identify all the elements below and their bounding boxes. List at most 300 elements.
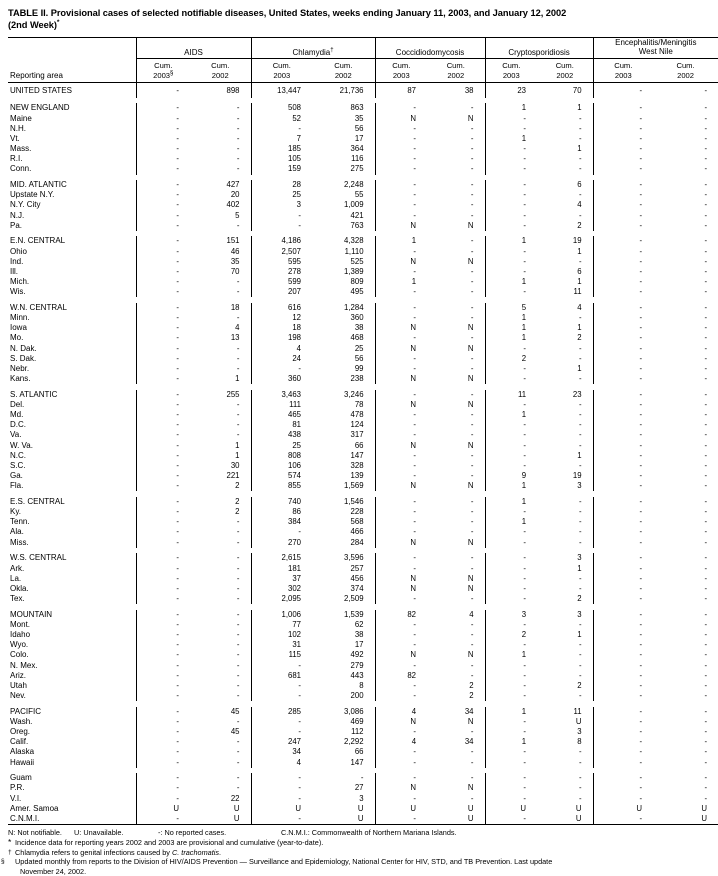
row-cell: 284 [350, 537, 364, 547]
row-cell: 25 [251, 441, 312, 451]
row-cell: 55 [354, 190, 364, 200]
row-cell: - [704, 553, 708, 563]
row-cell: - [578, 154, 582, 164]
row-cell: - [236, 410, 240, 420]
row-cell: - [136, 247, 190, 257]
row-cell: - [236, 220, 240, 230]
row-cell: - [375, 303, 427, 313]
row-cell: - [251, 681, 312, 691]
row-cell: 285 [251, 707, 312, 717]
row-area-label: Mont. [10, 619, 31, 629]
footnote-section [1, 857, 688, 876]
footnote-dagger-species: C. trachomatis [171, 847, 220, 857]
aids-2003-footnote-marker: § [170, 70, 174, 77]
row-cell: 1,284 [344, 303, 364, 312]
row-cell: - [704, 757, 708, 767]
row-cell: - [485, 430, 537, 440]
row-cell: - [470, 154, 474, 164]
row-cell: - [593, 323, 653, 333]
row-cell: 568 [350, 517, 364, 527]
row-cell: 1 [485, 707, 537, 717]
row-cell: - [470, 103, 474, 113]
row-cell: - [236, 757, 240, 767]
row-cell: - [470, 553, 474, 563]
row-cell: - [485, 247, 537, 257]
row-area-label: La. [10, 573, 22, 583]
row-cell: - [136, 267, 190, 277]
row-cell: 1 [577, 277, 582, 287]
row-cell: - [485, 154, 537, 164]
table-row [8, 691, 718, 701]
subhead-westnile-cum-2002: Cum. 2002 [676, 61, 695, 80]
row-cell: U [136, 804, 190, 814]
table-row [8, 620, 718, 630]
row-cell: - [375, 471, 427, 481]
row-cell: - [704, 164, 708, 174]
row-area-label: Ga. [10, 471, 23, 481]
row-cell: 525 [350, 256, 364, 266]
row-cell: 317 [350, 430, 364, 440]
row-area-label: C.N.M.I. [8, 814, 136, 825]
row-cell: - [485, 257, 537, 267]
row-cell: - [485, 200, 537, 210]
row-cell: - [593, 737, 653, 747]
row-cell: 1 [485, 410, 537, 420]
row-cell: N [467, 573, 474, 583]
row-cell: - [593, 200, 653, 210]
row-cell: - [704, 537, 708, 547]
row-cell: - [375, 164, 427, 174]
row-cell: - [136, 200, 190, 210]
row-cell: 86 [251, 507, 312, 517]
row-cell: 34 [251, 747, 312, 757]
row-cell: - [704, 497, 708, 506]
row-cell: - [136, 707, 190, 717]
row-cell: - [578, 747, 582, 757]
row-cell: 25 [251, 190, 312, 200]
row-cell: U [485, 804, 537, 814]
row-area-label: R.I. [10, 154, 23, 164]
row-cell: - [375, 747, 427, 757]
subhead-crypto-cum-2002: Cum. 2002 [555, 61, 574, 80]
row-cell: N [375, 574, 427, 584]
row-cell: 855 [251, 481, 312, 491]
row-cell: - [704, 747, 708, 757]
row-cell: - [136, 344, 190, 354]
row-cell: - [593, 410, 653, 420]
row-cell: - [136, 124, 190, 134]
row-cell: - [485, 681, 537, 691]
title-line-2: (2nd Week) [8, 20, 57, 31]
row-area-label: Nebr. [10, 363, 30, 373]
row-cell: - [375, 190, 427, 200]
row-area-label: Nev. [10, 691, 26, 700]
row-cell: - [375, 727, 427, 737]
table-row [8, 461, 718, 471]
row-cell: 402 [226, 200, 240, 210]
row-area-label: Alaska [10, 747, 35, 757]
table-row [8, 737, 718, 747]
row-area-label: S.C. [10, 460, 26, 470]
row-cell: 22 [230, 793, 240, 803]
row-cell: - [136, 783, 190, 793]
row-cell: 808 [251, 451, 312, 461]
row-area-label: W.N. CENTRAL [10, 303, 67, 312]
row-cell: 38 [464, 85, 474, 95]
row-cell: 2 [235, 497, 240, 506]
row-cell: U [701, 803, 708, 813]
group-header-encephalitis-west-nile: Encephalitis/Meningitis West Nile [593, 37, 718, 58]
row-cell: 13,447 [251, 82, 312, 98]
row-cell: - [704, 220, 708, 230]
row-cell: - [593, 164, 653, 174]
row-cell: - [593, 364, 653, 374]
row-area-label: NEW ENGLAND [10, 103, 70, 113]
footnote-section-line [1, 857, 688, 867]
row-area-label: Ohio [10, 246, 27, 256]
row-cell: - [470, 630, 474, 640]
row-cell: - [593, 758, 653, 768]
row-cell: - [704, 374, 708, 384]
row-cell: - [136, 451, 190, 461]
row-cell: 159 [251, 164, 312, 174]
row-cell: - [236, 716, 240, 726]
row-cell: N [375, 400, 427, 410]
row-cell: - [470, 619, 474, 629]
row-cell: - [236, 680, 240, 690]
row-cell: 7 [251, 134, 312, 144]
row-cell: 438 [251, 430, 312, 440]
row-cell: - [704, 420, 708, 430]
row-area-label: E.S. CENTRAL [10, 497, 65, 506]
row-cell: - [470, 277, 474, 287]
row-cell: - [704, 103, 708, 113]
row-area-label: Iowa [10, 323, 27, 333]
table-row [8, 267, 718, 277]
row-area-label: Mo. [10, 333, 24, 343]
table-row [8, 727, 718, 737]
row-cell: - [578, 113, 582, 123]
row-cell: - [485, 180, 537, 190]
footnote-star-text: Incidence data for reporting years 2002 and 2003 are provisional and cumulative (year-to-date). [15, 837, 324, 847]
row-cell: - [375, 517, 427, 527]
row-cell: - [470, 353, 474, 363]
row-cell: - [375, 144, 427, 154]
row-cell: 38 [354, 630, 364, 640]
group-header-aids: AIDS [136, 37, 251, 58]
row-cell: N [467, 343, 474, 353]
table-row [8, 400, 718, 410]
table-row [8, 553, 718, 563]
row-area-label: Oreg. [10, 727, 31, 737]
row-cell: - [375, 461, 427, 471]
row-cell: - [136, 323, 190, 333]
row-cell: - [136, 574, 190, 584]
table-row [8, 420, 718, 430]
row-area-label: E.N. CENTRAL [10, 236, 66, 246]
row-cell: 27 [354, 783, 364, 793]
row-cell: - [470, 660, 474, 670]
row-cell: - [578, 440, 582, 450]
row-cell: - [136, 497, 190, 507]
row-cell: - [578, 517, 582, 527]
row-cell: - [375, 661, 427, 671]
row-cell: - [704, 517, 708, 527]
row-cell: 740 [251, 497, 312, 507]
table-row [8, 124, 718, 134]
row-cell: - [593, 481, 653, 491]
row-cell: - [375, 553, 427, 563]
row-cell: - [593, 594, 653, 604]
row-cell: - [470, 287, 474, 297]
row-cell: - [136, 333, 190, 343]
row-cell: U [233, 803, 240, 813]
row-cell: - [593, 717, 653, 727]
row-cell: - [704, 660, 708, 670]
row-area-label: Maine [10, 113, 32, 123]
row-cell: - [578, 133, 582, 143]
row-cell: 465 [251, 410, 312, 420]
row-cell: - [375, 134, 427, 144]
row-cell: - [704, 583, 708, 593]
table-header [8, 37, 718, 82]
row-cell: 37 [251, 574, 312, 584]
row-cell: 443 [350, 670, 364, 680]
row-cell: 45 [230, 706, 240, 716]
row-cell: 809 [350, 277, 364, 287]
row-area-label: Ill. [10, 266, 18, 276]
row-cell: - [704, 353, 708, 363]
row-cell: - [593, 538, 653, 548]
row-area-label: Mass. [10, 144, 32, 154]
row-cell: 2 [235, 481, 240, 491]
table-row [8, 794, 718, 804]
row-cell: - [470, 640, 474, 650]
row-cell: - [704, 450, 708, 460]
row-cell: - [704, 266, 708, 276]
row-cell: - [470, 420, 474, 430]
row-cell: 11 [573, 287, 582, 297]
row-cell: - [578, 210, 582, 220]
row-cell: - [251, 661, 312, 671]
row-cell: - [470, 460, 474, 470]
row-area-label: Conn. [10, 164, 32, 174]
row-cell: - [236, 583, 240, 593]
row-cell: 17 [354, 640, 364, 650]
row-area-label: Tenn. [10, 517, 30, 527]
row-area-label: PACIFIC [10, 706, 41, 716]
row-cell: - [375, 773, 427, 783]
row-cell: 106 [251, 461, 312, 471]
footnote-dagger [8, 848, 688, 857]
row-area-label: V.I. [10, 793, 22, 803]
row-cell: N [375, 257, 427, 267]
row-cell: 124 [350, 420, 364, 430]
row-cell: 1 [577, 450, 582, 460]
row-cell: - [578, 410, 582, 420]
row-cell: 1 [485, 134, 537, 144]
footnote-legend [8, 828, 688, 837]
table-row [8, 277, 718, 287]
row-cell: 374 [350, 583, 364, 593]
row-area-label: D.C. [10, 420, 26, 430]
row-cell: U [575, 716, 582, 726]
row-cell: - [470, 144, 474, 154]
row-cell: 1 [375, 277, 427, 287]
row-cell: - [236, 430, 240, 440]
row-cell: 1 [485, 497, 537, 507]
reporting-area-header: Reporting area [10, 70, 63, 80]
row-area-label: Wis. [10, 287, 26, 297]
row-cell: 863 [350, 103, 364, 113]
row-cell: - [236, 783, 240, 793]
row-cell: - [578, 343, 582, 353]
row-cell: 116 [351, 154, 364, 164]
row-cell: 8 [359, 680, 364, 690]
row-cell: 19 [572, 236, 582, 246]
row-cell: - [704, 190, 708, 200]
row-cell: - [470, 430, 474, 440]
row-cell: - [593, 103, 653, 113]
row-cell: - [593, 267, 653, 277]
row-cell: - [704, 619, 708, 629]
row-cell: - [136, 364, 190, 374]
row-cell: - [593, 134, 653, 144]
notifiable-diseases-table [8, 37, 718, 825]
row-cell: 12 [251, 313, 312, 323]
row-cell: N [467, 256, 474, 266]
row-cell: - [578, 583, 582, 593]
row-cell: N [467, 113, 474, 123]
row-cell: 111 [251, 400, 312, 410]
row-area-label: N.Y. City [10, 200, 41, 210]
row-cell: 421 [350, 210, 364, 220]
row-cell: 495 [350, 287, 364, 297]
row-area-label: Hawaii [10, 757, 35, 767]
row-cell: - [136, 236, 190, 246]
row-cell: 11 [573, 706, 582, 716]
row-cell: 1 [577, 563, 582, 573]
row-cell: 25 [354, 343, 364, 353]
row-cell: - [136, 564, 190, 574]
row-cell: 3 [485, 610, 537, 620]
row-cell: 1 [235, 450, 240, 460]
row-cell: - [704, 481, 708, 491]
row-cell: 45 [230, 727, 240, 737]
row-cell: 31 [251, 640, 312, 650]
row-cell: - [251, 717, 312, 727]
row-cell: - [593, 354, 653, 364]
row-cell: 763 [350, 220, 364, 230]
row-cell: 3 [577, 727, 582, 737]
row-cell: - [251, 527, 312, 537]
row-cell: - [593, 400, 653, 410]
row-cell: 2 [485, 354, 537, 364]
row-area-label: Vt. [10, 133, 20, 143]
row-cell: 1 [485, 103, 537, 113]
row-cell: - [470, 303, 474, 312]
row-cell: U [427, 814, 485, 825]
row-cell: - [470, 210, 474, 220]
row-cell: 1 [577, 323, 582, 333]
subhead-aids-cum-2003: Cum. 2003§ [136, 58, 190, 82]
row-area-label: Ky. [10, 507, 21, 517]
row-cell: - [485, 620, 537, 630]
footnote-star [8, 838, 688, 847]
row-cell: 360 [251, 374, 312, 384]
row-cell: - [485, 114, 537, 124]
row-cell: 1 [577, 246, 582, 256]
row-cell: 2 [577, 220, 582, 230]
row-cell: N [375, 344, 427, 354]
row-cell: - [704, 670, 708, 680]
row-cell: - [704, 609, 708, 619]
row-cell: N [375, 538, 427, 548]
row-cell: - [236, 609, 240, 619]
row-cell: 4 [251, 758, 312, 768]
row-cell: - [136, 507, 190, 517]
row-cell: - [485, 671, 537, 681]
row-cell: - [593, 584, 653, 594]
row-cell: - [236, 660, 240, 670]
row-cell: 23 [485, 82, 537, 98]
row-cell: - [704, 594, 708, 603]
row-cell: - [375, 313, 427, 323]
table-row [8, 497, 718, 507]
row-cell: 23 [572, 389, 582, 399]
row-cell: - [136, 630, 190, 640]
row-cell: - [485, 747, 537, 757]
row-cell: 2,507 [251, 247, 312, 257]
row-cell: - [593, 420, 653, 430]
row-cell: - [578, 374, 582, 384]
table-row [8, 354, 718, 364]
row-cell: - [593, 144, 653, 154]
row-cell: N [467, 783, 474, 793]
subhead-crypto-cum-2003: Cum. 2003 [485, 58, 537, 82]
row-cell: 5 [235, 210, 240, 220]
table-row [8, 441, 718, 451]
row-cell: 151 [226, 236, 240, 246]
row-cell: - [593, 574, 653, 584]
row-cell: - [236, 363, 240, 373]
table-row [8, 640, 718, 650]
row-cell: - [578, 313, 582, 323]
row-cell: - [136, 190, 190, 200]
row-cell: - [485, 727, 537, 737]
row-cell: - [236, 640, 240, 650]
row-cell: - [704, 343, 708, 353]
row-cell: N [467, 220, 474, 230]
row-cell: - [578, 793, 582, 803]
row-cell: - [470, 727, 474, 737]
table-row [8, 527, 718, 537]
row-cell: 3 [359, 793, 364, 803]
row-cell: - [375, 354, 427, 364]
row-cell: - [704, 691, 708, 700]
row-cell: 595 [251, 257, 312, 267]
row-cell: - [236, 353, 240, 363]
row-cell: - [136, 144, 190, 154]
row-cell: - [704, 389, 708, 399]
row-area-label: Ala. [10, 527, 24, 537]
row-cell: - [485, 527, 537, 537]
row-cell: 228 [350, 507, 364, 517]
row-cell: - [236, 133, 240, 143]
row-cell: - [236, 277, 240, 287]
row-cell: - [704, 650, 708, 660]
row-cell: 599 [251, 277, 312, 287]
